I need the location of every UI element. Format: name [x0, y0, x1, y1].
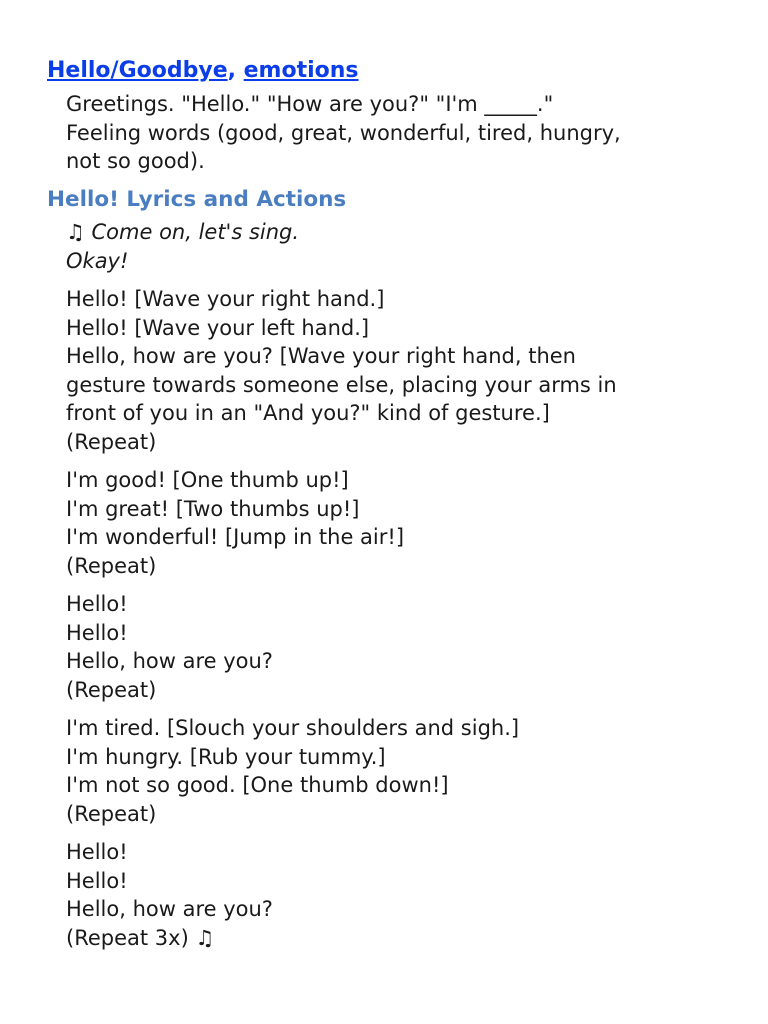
intro-line: Feeling words (good, great, wonderful, tired, hungry, — [66, 120, 621, 145]
lyric-line: Hello! [Wave your right hand.] — [66, 287, 385, 311]
lyric-line: (Repeat) — [66, 553, 157, 578]
lyric-line: Okay! — [66, 248, 129, 273]
lyric-line: I'm not so good. [One thumb down!] — [66, 773, 449, 797]
lyric-stanza — [66, 466, 746, 580]
section-title: Hello! Lyrics and Actions — [47, 187, 347, 212]
lyric-line: front of you in an "And you?" kind of gesture.] — [66, 401, 550, 425]
lyrics-block — [66, 218, 746, 962]
lyric-line: (Repeat) — [66, 801, 157, 826]
lyric-line: Hello, how are you? [Wave your right hand, then — [66, 344, 576, 368]
intro-line: not so good). — [66, 149, 205, 173]
lyric-line: (Repeat) — [66, 677, 157, 702]
lyric-line: Hello, how are you? — [66, 897, 273, 921]
lyric-line: Hello! — [66, 868, 128, 893]
lyric-line: Hello, how are you? — [66, 649, 273, 673]
lyric-line: (Repeat 3x) ♫ — [66, 925, 215, 950]
lyric-line: (Repeat) — [66, 429, 157, 454]
hello-goodbye-link[interactable]: Hello/Goodbye — [47, 58, 228, 83]
lyric-line: Hello! — [66, 840, 128, 864]
lyric-line: I'm great! [Two thumbs up!] — [66, 496, 360, 521]
lyric-line: I'm tired. [Slouch your shoulders and sigh.] — [66, 716, 520, 740]
lyric-line: I'm good! [One thumb up!] — [66, 468, 349, 492]
lyric-line: Hello! [Wave your left hand.] — [66, 315, 370, 340]
lyric-stanza — [66, 838, 746, 952]
lyric-line: gesture towards someone else, placing your arms in — [66, 372, 617, 397]
lyric-stanza — [66, 218, 746, 275]
intro-line: Greetings. "Hello." "How are you?" "I'm _____." — [66, 92, 554, 116]
lyric-line: I'm hungry. [Rub your tummy.] — [66, 744, 386, 769]
lyric-line: I'm wonderful! [Jump in the air!] — [66, 525, 405, 549]
lyric-stanza — [66, 714, 746, 828]
heading-separator: , — [227, 58, 236, 83]
emotions-link[interactable]: emotions — [243, 58, 359, 83]
lyric-stanza — [66, 285, 746, 456]
topic-heading — [47, 56, 359, 86]
lyric-stanza — [66, 590, 746, 704]
lyric-line: Hello! — [66, 592, 128, 616]
lyric-line: Hello! — [66, 620, 128, 645]
intro-paragraph — [66, 90, 746, 176]
lyric-line: ♫ Come on, let's sing. — [66, 220, 300, 244]
